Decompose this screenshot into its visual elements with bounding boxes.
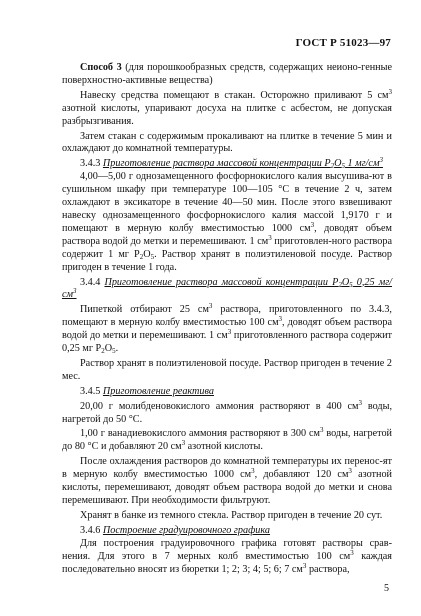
text: азотной кислоты, упаривают досуха на плитке с асбестом, не допуская разбрызгивания. [62, 102, 392, 127]
paragraph: Раствор хранят в полиэтиленовой посуде. Раствор пригоден в течение 2 мес. [62, 357, 392, 382]
section-number: 3.4.5 [80, 385, 103, 397]
page-number: 5 [384, 583, 389, 594]
superscript: 3 [388, 87, 392, 96]
document-header: ГОСТ Р 51023—97 [295, 37, 391, 49]
section-heading-3-4-3 [62, 158, 392, 171]
paragraph-method-3 [62, 62, 392, 88]
section-number: 3.4.3 [80, 158, 103, 170]
section-title: Приготовление раствора массовой концентрации $P_2O_5$ 0,25 $мг/см^3$ [62, 276, 392, 301]
paragraph: Пипеткой отбирают 25 $см^3$ раствора, приготовленного по 3.4.3, помещают в мерную колбу вместимостью 100 $см^3$, доводят объем раствора водой до метки и перемешивают. 1 $см^3$ приготовленного раствора содержит 0,25 мг $P_2O_5$. [62, 302, 392, 356]
section-title: Приготовление реактива [102, 385, 214, 397]
section-heading-3-4-6 [62, 525, 392, 538]
method-description: (для порошкообразных средств, содержащих неионо-генные поверхностно-активные вещества) [62, 62, 393, 86]
section-title: Приготовление раствора массовой концентрации $P_2O_5$ 1 $мг/см^3$ [102, 156, 383, 171]
text: Навеску средства помещают в стакан. Осторожно приливают 5 см [80, 89, 389, 101]
paragraph: 20,00 г молибденовокислого аммония растворяют в 400 $см^3$ воды, нагретой до 50 °С. [62, 398, 392, 425]
document-body [62, 62, 392, 576]
section-number: 3.4.4 [80, 276, 105, 288]
paragraph: 4,00—5,00 г однозамещенного фосфорнокислого калия высушива-ют в сушильном шкафу при температуре 100—105 °С в течение 2 ч, затем охлаждают в эксикаторе в течение 40—50 мин. После этого взвешивают навеску однозамещенного фосфорнокислого калия массой 1,9170 г и помещают в мерную колбу вместимостью 1000 $см^3$, доводят объем раствора водой до метки и перемешивают. 1 $см^3$ приготовлен-ного раствора содержит 1 мг $P_2O_5$. Раствор хранят в полиэтиленовой посуде. Раствор пригоден в течение 1 года. [62, 171, 392, 273]
paragraph: После охлаждения растворов до комнатной температуры их перенос-ят в мерную колбу вместимостью 1000 $см^3$, добавляют 120 $см^3$ азотной кислоты, перемешивают, доводят объем раствора водой до метки и снова перемешивают. При необходимости фильтруют. [62, 456, 393, 506]
paragraph: Хранят в банке из темного стекла. Раствор пригоден в течение 20 сут. [80, 509, 383, 521]
paragraph [62, 87, 392, 129]
paragraph: Для построения градуировочного графика готовят растворы срав-нения. Для этого в 7 мерных колб вместимостью 100 $см^3$ каждая последовательно вносят из бюретки 1; 2; 3; 4; 5; 6; 7 $см^3$ раствора, [62, 537, 392, 575]
method-title: Способ 3 [80, 62, 122, 73]
paragraph: 1,00 г ванадиевокислого аммония растворяют в 300 $см^3$ воды, нагретой до 80 °С и добавляют 20 $см^3$ азотной кислоты. [62, 426, 392, 453]
section-title: Построение градуировочного графика [102, 524, 270, 536]
section-number: 3.4.6 [80, 524, 103, 536]
section-heading-3-4-4 [62, 277, 392, 303]
paragraph: Затем стакан с содержимым прокаливают на плитке в течение 5 мин и охлаждают до комнатной температуры. [62, 130, 392, 155]
section-heading-3-4-5 [62, 386, 392, 399]
